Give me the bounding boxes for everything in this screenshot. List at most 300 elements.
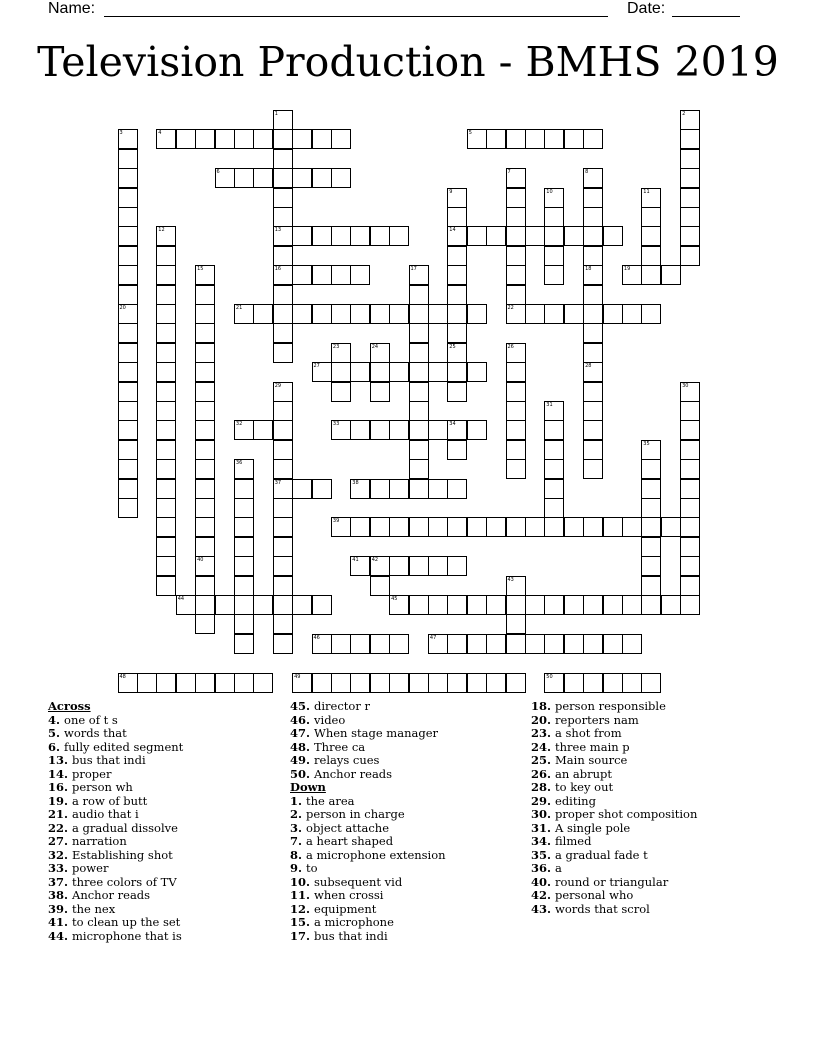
grid-cell[interactable] xyxy=(195,595,215,615)
grid-cell[interactable] xyxy=(409,479,429,499)
grid-cell[interactable] xyxy=(156,226,176,246)
grid-cell[interactable] xyxy=(583,188,603,208)
grid-cell[interactable] xyxy=(156,129,176,149)
grid-cell[interactable] xyxy=(583,343,603,363)
grid-cell[interactable] xyxy=(506,517,526,537)
grid-cell[interactable] xyxy=(583,323,603,343)
grid-cell[interactable] xyxy=(195,362,215,382)
grid-cell[interactable] xyxy=(156,576,176,596)
grid-cell[interactable] xyxy=(331,362,351,382)
grid-cell[interactable] xyxy=(215,595,235,615)
grid-cell[interactable] xyxy=(680,420,700,440)
grid-cell[interactable] xyxy=(603,517,623,537)
grid-cell[interactable] xyxy=(680,556,700,576)
grid-cell[interactable] xyxy=(428,479,448,499)
grid-cell[interactable] xyxy=(273,265,293,285)
grid-cell[interactable] xyxy=(583,207,603,227)
grid-cell[interactable] xyxy=(641,537,661,557)
grid-cell[interactable] xyxy=(641,207,661,227)
grid-cell[interactable] xyxy=(370,382,390,402)
grid-cell[interactable] xyxy=(680,168,700,188)
grid-cell[interactable] xyxy=(118,304,138,324)
grid-cell[interactable] xyxy=(467,226,487,246)
grid-cell[interactable] xyxy=(661,517,681,537)
grid-cell[interactable] xyxy=(273,149,293,169)
grid-cell[interactable] xyxy=(273,168,293,188)
grid-cell[interactable] xyxy=(234,595,254,615)
grid-cell[interactable] xyxy=(215,129,235,149)
grid-cell[interactable] xyxy=(603,673,623,693)
grid-cell[interactable] xyxy=(273,401,293,421)
grid-cell[interactable] xyxy=(409,362,429,382)
grid-cell[interactable] xyxy=(292,168,312,188)
grid-cell[interactable] xyxy=(273,343,293,363)
grid-cell[interactable] xyxy=(389,595,409,615)
grid-cell[interactable] xyxy=(409,323,429,343)
grid-cell[interactable] xyxy=(370,576,390,596)
grid-cell[interactable] xyxy=(234,634,254,654)
grid-cell[interactable] xyxy=(312,673,332,693)
grid-cell[interactable] xyxy=(234,459,254,479)
grid-cell[interactable] xyxy=(156,265,176,285)
grid-cell[interactable] xyxy=(506,226,526,246)
grid-cell[interactable] xyxy=(467,595,487,615)
grid-cell[interactable] xyxy=(641,304,661,324)
grid-cell[interactable] xyxy=(389,634,409,654)
grid-cell[interactable] xyxy=(312,168,332,188)
grid-cell[interactable] xyxy=(312,595,332,615)
grid-cell[interactable] xyxy=(156,323,176,343)
grid-cell[interactable] xyxy=(234,673,254,693)
grid-cell[interactable] xyxy=(156,401,176,421)
grid-cell[interactable] xyxy=(680,188,700,208)
grid-cell[interactable] xyxy=(409,343,429,363)
grid-cell[interactable] xyxy=(409,420,429,440)
grid-cell[interactable] xyxy=(195,265,215,285)
grid-cell[interactable] xyxy=(564,517,584,537)
grid-cell[interactable] xyxy=(118,265,138,285)
grid-cell[interactable] xyxy=(118,401,138,421)
grid-cell[interactable] xyxy=(544,595,564,615)
grid-cell[interactable] xyxy=(506,168,526,188)
grid-cell[interactable] xyxy=(583,382,603,402)
grid-cell[interactable] xyxy=(312,304,332,324)
grid-cell[interactable] xyxy=(544,265,564,285)
grid-cell[interactable] xyxy=(253,420,273,440)
grid-cell[interactable] xyxy=(506,382,526,402)
grid-cell[interactable] xyxy=(641,576,661,596)
grid-cell[interactable] xyxy=(583,304,603,324)
grid-cell[interactable] xyxy=(273,537,293,557)
grid-cell[interactable] xyxy=(661,265,681,285)
grid-cell[interactable] xyxy=(680,576,700,596)
grid-cell[interactable] xyxy=(118,479,138,499)
grid-cell[interactable] xyxy=(273,595,293,615)
grid-cell[interactable] xyxy=(118,168,138,188)
grid-cell[interactable] xyxy=(680,459,700,479)
grid-cell[interactable] xyxy=(253,168,273,188)
grid-cell[interactable] xyxy=(118,323,138,343)
grid-cell[interactable] xyxy=(544,498,564,518)
grid-cell[interactable] xyxy=(156,556,176,576)
grid-cell[interactable] xyxy=(118,285,138,305)
grid-cell[interactable] xyxy=(680,207,700,227)
grid-cell[interactable] xyxy=(331,673,351,693)
grid-cell[interactable] xyxy=(312,634,332,654)
grid-cell[interactable] xyxy=(506,673,526,693)
grid-cell[interactable] xyxy=(564,226,584,246)
grid-cell[interactable] xyxy=(331,226,351,246)
grid-cell[interactable] xyxy=(641,556,661,576)
grid-cell[interactable] xyxy=(544,517,564,537)
grid-cell[interactable] xyxy=(661,595,681,615)
grid-cell[interactable] xyxy=(428,420,448,440)
grid-cell[interactable] xyxy=(273,634,293,654)
grid-cell[interactable] xyxy=(583,634,603,654)
grid-cell[interactable] xyxy=(583,226,603,246)
grid-cell[interactable] xyxy=(156,498,176,518)
grid-cell[interactable] xyxy=(622,673,642,693)
grid-cell[interactable] xyxy=(428,556,448,576)
grid-cell[interactable] xyxy=(447,285,467,305)
grid-cell[interactable] xyxy=(389,479,409,499)
grid-cell[interactable] xyxy=(195,576,215,596)
grid-cell[interactable] xyxy=(292,479,312,499)
grid-cell[interactable] xyxy=(234,614,254,634)
grid-cell[interactable] xyxy=(312,362,332,382)
grid-cell[interactable] xyxy=(467,634,487,654)
grid-cell[interactable] xyxy=(680,382,700,402)
grid-cell[interactable] xyxy=(273,614,293,634)
grid-cell[interactable] xyxy=(273,498,293,518)
grid-cell[interactable] xyxy=(156,246,176,266)
grid-cell[interactable] xyxy=(370,343,390,363)
grid-cell[interactable] xyxy=(603,226,623,246)
grid-cell[interactable] xyxy=(544,634,564,654)
grid-cell[interactable] xyxy=(118,420,138,440)
grid-cell[interactable] xyxy=(447,226,467,246)
grid-cell[interactable] xyxy=(564,595,584,615)
grid-cell[interactable] xyxy=(350,556,370,576)
grid-cell[interactable] xyxy=(544,479,564,499)
grid-cell[interactable] xyxy=(292,595,312,615)
grid-cell[interactable] xyxy=(389,517,409,537)
grid-cell[interactable] xyxy=(641,479,661,499)
grid-cell[interactable] xyxy=(583,265,603,285)
grid-cell[interactable] xyxy=(273,323,293,343)
grid-cell[interactable] xyxy=(409,265,429,285)
grid-cell[interactable] xyxy=(389,226,409,246)
grid-cell[interactable] xyxy=(486,595,506,615)
grid-cell[interactable] xyxy=(118,188,138,208)
grid-cell[interactable] xyxy=(525,129,545,149)
grid-cell[interactable] xyxy=(409,459,429,479)
grid-cell[interactable] xyxy=(680,226,700,246)
grid-cell[interactable] xyxy=(447,479,467,499)
grid-cell[interactable] xyxy=(234,556,254,576)
grid-cell[interactable] xyxy=(273,110,293,130)
grid-cell[interactable] xyxy=(622,304,642,324)
grid-cell[interactable] xyxy=(253,673,273,693)
grid-cell[interactable] xyxy=(118,459,138,479)
grid-cell[interactable] xyxy=(292,226,312,246)
grid-cell[interactable] xyxy=(253,304,273,324)
grid-cell[interactable] xyxy=(641,595,661,615)
grid-cell[interactable] xyxy=(389,304,409,324)
grid-cell[interactable] xyxy=(312,479,332,499)
grid-cell[interactable] xyxy=(156,517,176,537)
grid-cell[interactable] xyxy=(564,304,584,324)
grid-cell[interactable] xyxy=(641,265,661,285)
grid-cell[interactable] xyxy=(506,401,526,421)
grid-cell[interactable] xyxy=(350,517,370,537)
grid-cell[interactable] xyxy=(467,362,487,382)
grid-cell[interactable] xyxy=(195,537,215,557)
grid-cell[interactable] xyxy=(234,517,254,537)
grid-cell[interactable] xyxy=(447,382,467,402)
grid-cell[interactable] xyxy=(680,440,700,460)
grid-cell[interactable] xyxy=(350,420,370,440)
grid-cell[interactable] xyxy=(447,246,467,266)
grid-cell[interactable] xyxy=(118,382,138,402)
grid-cell[interactable] xyxy=(253,129,273,149)
grid-cell[interactable] xyxy=(680,246,700,266)
grid-cell[interactable] xyxy=(253,595,273,615)
grid-cell[interactable] xyxy=(176,595,196,615)
grid-cell[interactable] xyxy=(156,362,176,382)
grid-cell[interactable] xyxy=(622,517,642,537)
grid-cell[interactable] xyxy=(156,420,176,440)
grid-cell[interactable] xyxy=(447,362,467,382)
grid-cell[interactable] xyxy=(389,673,409,693)
grid-cell[interactable] xyxy=(234,304,254,324)
grid-cell[interactable] xyxy=(350,673,370,693)
grid-cell[interactable] xyxy=(428,673,448,693)
grid-cell[interactable] xyxy=(273,459,293,479)
grid-cell[interactable] xyxy=(195,285,215,305)
grid-cell[interactable] xyxy=(195,401,215,421)
grid-cell[interactable] xyxy=(156,479,176,499)
grid-cell[interactable] xyxy=(350,265,370,285)
grid-cell[interactable] xyxy=(680,479,700,499)
grid-cell[interactable] xyxy=(467,517,487,537)
grid-cell[interactable] xyxy=(234,479,254,499)
grid-cell[interactable] xyxy=(583,168,603,188)
grid-cell[interactable] xyxy=(409,595,429,615)
grid-cell[interactable] xyxy=(409,304,429,324)
grid-cell[interactable] xyxy=(506,440,526,460)
grid-cell[interactable] xyxy=(273,285,293,305)
grid-cell[interactable] xyxy=(273,129,293,149)
grid-cell[interactable] xyxy=(544,304,564,324)
grid-cell[interactable] xyxy=(506,614,526,634)
grid-cell[interactable] xyxy=(486,673,506,693)
grid-cell[interactable] xyxy=(176,673,196,693)
grid-cell[interactable] xyxy=(273,420,293,440)
grid-cell[interactable] xyxy=(447,634,467,654)
grid-cell[interactable] xyxy=(156,382,176,402)
grid-cell[interactable] xyxy=(486,226,506,246)
grid-cell[interactable] xyxy=(234,168,254,188)
grid-cell[interactable] xyxy=(234,129,254,149)
grid-cell[interactable] xyxy=(467,304,487,324)
grid-cell[interactable] xyxy=(118,207,138,227)
grid-cell[interactable] xyxy=(583,246,603,266)
grid-cell[interactable] xyxy=(641,517,661,537)
grid-cell[interactable] xyxy=(195,440,215,460)
grid-cell[interactable] xyxy=(370,479,390,499)
grid-cell[interactable] xyxy=(156,459,176,479)
grid-cell[interactable] xyxy=(273,304,293,324)
grid-cell[interactable] xyxy=(641,673,661,693)
grid-cell[interactable] xyxy=(156,440,176,460)
grid-cell[interactable] xyxy=(312,129,332,149)
grid-cell[interactable] xyxy=(447,517,467,537)
grid-cell[interactable] xyxy=(544,226,564,246)
grid-cell[interactable] xyxy=(680,129,700,149)
grid-cell[interactable] xyxy=(544,188,564,208)
grid-cell[interactable] xyxy=(350,634,370,654)
grid-cell[interactable] xyxy=(118,246,138,266)
grid-cell[interactable] xyxy=(622,595,642,615)
grid-cell[interactable] xyxy=(292,265,312,285)
grid-cell[interactable] xyxy=(583,595,603,615)
grid-cell[interactable] xyxy=(603,634,623,654)
grid-cell[interactable] xyxy=(273,479,293,499)
grid-cell[interactable] xyxy=(292,673,312,693)
grid-cell[interactable] xyxy=(312,226,332,246)
grid-cell[interactable] xyxy=(215,168,235,188)
grid-cell[interactable] xyxy=(273,246,293,266)
grid-cell[interactable] xyxy=(428,517,448,537)
grid-cell[interactable] xyxy=(564,673,584,693)
grid-cell[interactable] xyxy=(370,634,390,654)
grid-cell[interactable] xyxy=(622,265,642,285)
grid-cell[interactable] xyxy=(350,304,370,324)
grid-cell[interactable] xyxy=(156,673,176,693)
grid-cell[interactable] xyxy=(428,634,448,654)
grid-cell[interactable] xyxy=(389,556,409,576)
grid-cell[interactable] xyxy=(680,401,700,421)
grid-cell[interactable] xyxy=(331,382,351,402)
grid-cell[interactable] xyxy=(350,226,370,246)
grid-cell[interactable] xyxy=(409,382,429,402)
grid-cell[interactable] xyxy=(370,420,390,440)
grid-cell[interactable] xyxy=(544,401,564,421)
grid-cell[interactable] xyxy=(447,207,467,227)
grid-cell[interactable] xyxy=(447,343,467,363)
grid-cell[interactable] xyxy=(506,362,526,382)
grid-cell[interactable] xyxy=(389,420,409,440)
grid-cell[interactable] xyxy=(544,673,564,693)
grid-cell[interactable] xyxy=(506,343,526,363)
grid-cell[interactable] xyxy=(118,226,138,246)
grid-cell[interactable] xyxy=(525,226,545,246)
grid-cell[interactable] xyxy=(195,556,215,576)
grid-cell[interactable] xyxy=(447,420,467,440)
grid-cell[interactable] xyxy=(195,323,215,343)
grid-cell[interactable] xyxy=(583,440,603,460)
grid-cell[interactable] xyxy=(525,304,545,324)
grid-cell[interactable] xyxy=(544,246,564,266)
grid-cell[interactable] xyxy=(622,634,642,654)
grid-cell[interactable] xyxy=(137,673,157,693)
grid-cell[interactable] xyxy=(603,304,623,324)
grid-cell[interactable] xyxy=(195,614,215,634)
grid-cell[interactable] xyxy=(583,401,603,421)
grid-cell[interactable] xyxy=(195,129,215,149)
grid-cell[interactable] xyxy=(467,673,487,693)
grid-cell[interactable] xyxy=(564,634,584,654)
grid-cell[interactable] xyxy=(428,595,448,615)
grid-cell[interactable] xyxy=(447,323,467,343)
grid-cell[interactable] xyxy=(544,129,564,149)
grid-cell[interactable] xyxy=(467,420,487,440)
grid-cell[interactable] xyxy=(447,673,467,693)
grid-cell[interactable] xyxy=(118,673,138,693)
grid-cell[interactable] xyxy=(506,304,526,324)
grid-cell[interactable] xyxy=(641,246,661,266)
grid-cell[interactable] xyxy=(583,459,603,479)
grid-cell[interactable] xyxy=(118,440,138,460)
grid-cell[interactable] xyxy=(331,129,351,149)
grid-cell[interactable] xyxy=(641,440,661,460)
grid-cell[interactable] xyxy=(428,362,448,382)
grid-cell[interactable] xyxy=(506,420,526,440)
grid-cell[interactable] xyxy=(195,343,215,363)
grid-cell[interactable] xyxy=(428,304,448,324)
grid-cell[interactable] xyxy=(156,285,176,305)
grid-cell[interactable] xyxy=(156,304,176,324)
grid-cell[interactable] xyxy=(506,207,526,227)
grid-cell[interactable] xyxy=(544,459,564,479)
grid-cell[interactable] xyxy=(389,362,409,382)
grid-cell[interactable] xyxy=(583,285,603,305)
grid-cell[interactable] xyxy=(583,420,603,440)
grid-cell[interactable] xyxy=(409,517,429,537)
grid-cell[interactable] xyxy=(331,634,351,654)
grid-cell[interactable] xyxy=(583,517,603,537)
grid-cell[interactable] xyxy=(506,576,526,596)
grid-cell[interactable] xyxy=(234,576,254,596)
grid-cell[interactable] xyxy=(525,517,545,537)
grid-cell[interactable] xyxy=(118,498,138,518)
grid-cell[interactable] xyxy=(331,420,351,440)
grid-cell[interactable] xyxy=(564,129,584,149)
grid-cell[interactable] xyxy=(234,498,254,518)
grid-cell[interactable] xyxy=(215,673,235,693)
grid-cell[interactable] xyxy=(195,304,215,324)
grid-cell[interactable] xyxy=(525,595,545,615)
grid-cell[interactable] xyxy=(312,265,332,285)
grid-cell[interactable] xyxy=(447,440,467,460)
grid-cell[interactable] xyxy=(447,304,467,324)
grid-cell[interactable] xyxy=(292,304,312,324)
grid-cell[interactable] xyxy=(273,382,293,402)
grid-cell[interactable] xyxy=(680,110,700,130)
grid-cell[interactable] xyxy=(156,343,176,363)
grid-cell[interactable] xyxy=(486,129,506,149)
grid-cell[interactable] xyxy=(195,517,215,537)
grid-cell[interactable] xyxy=(195,479,215,499)
grid-cell[interactable] xyxy=(506,459,526,479)
grid-cell[interactable] xyxy=(350,479,370,499)
grid-cell[interactable] xyxy=(195,498,215,518)
grid-cell[interactable] xyxy=(641,226,661,246)
grid-cell[interactable] xyxy=(544,440,564,460)
grid-cell[interactable] xyxy=(331,343,351,363)
grid-cell[interactable] xyxy=(409,556,429,576)
